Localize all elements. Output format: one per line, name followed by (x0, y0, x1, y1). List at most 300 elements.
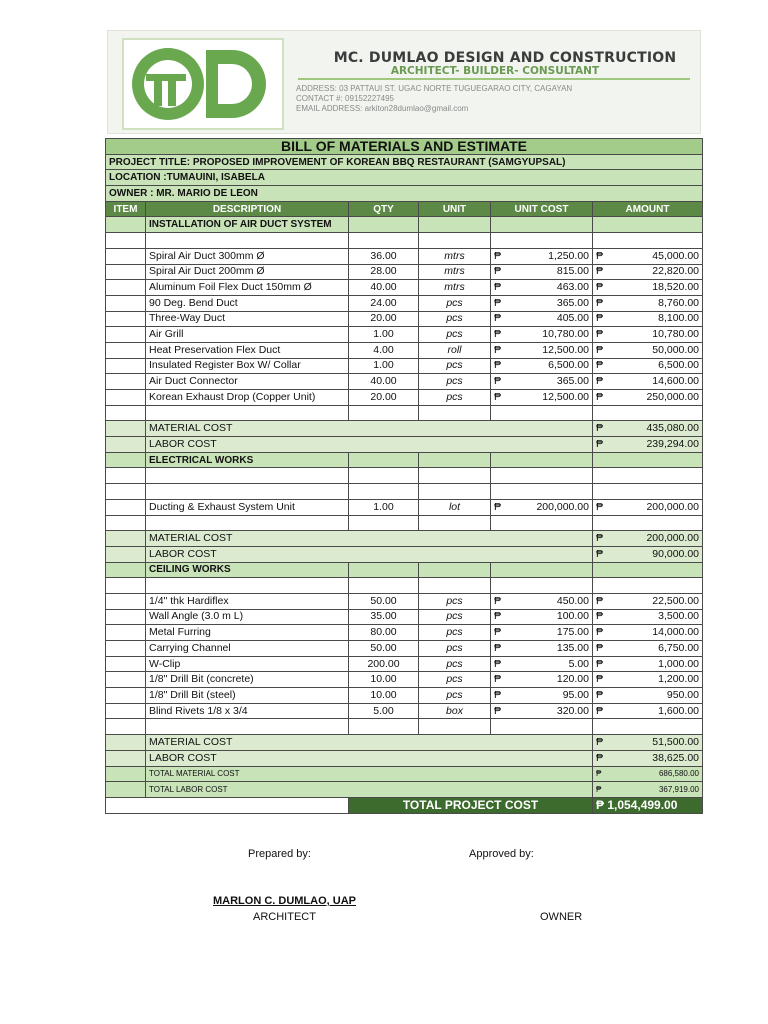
item-cell (106, 593, 146, 609)
item-unit-cost (491, 327, 593, 343)
item-amount (593, 374, 703, 390)
table-row (106, 280, 703, 296)
peso-sign: ₱ (596, 785, 602, 795)
item-unit-cost-value: 12,500.00 (542, 343, 589, 356)
item-cell (106, 421, 146, 437)
table-row (106, 672, 703, 688)
blank-row (106, 719, 703, 735)
blank-cell (106, 515, 146, 531)
item-cell (106, 766, 146, 782)
material-cost-label: MATERIAL COST (146, 421, 593, 437)
section-row (106, 217, 703, 233)
peso-sign: ₱ (494, 249, 502, 262)
blank-cell (106, 797, 349, 813)
item-unit: pcs (419, 311, 491, 327)
item-cell (106, 280, 146, 296)
col-description: DESCRIPTION (146, 201, 349, 217)
item-unit-cost-value: 10,780.00 (542, 328, 589, 341)
peso-sign: ₱ (596, 704, 604, 717)
item-amount (593, 593, 703, 609)
table-row (106, 264, 703, 280)
total-labor-row (106, 782, 703, 798)
section-title: ELECTRICAL WORKS (146, 452, 349, 468)
table-row (106, 311, 703, 327)
blank-cell (419, 405, 491, 421)
item-amount-value: 45,000.00 (652, 249, 699, 262)
item-unit: pcs (419, 672, 491, 688)
total-material-value: 686,580.00 (658, 769, 699, 779)
peso-sign: ₱ (596, 390, 604, 403)
item-amount-value: 14,000.00 (652, 626, 699, 639)
blank-cell (349, 578, 419, 594)
peso-sign: ₱ (596, 437, 604, 450)
company-logo (122, 38, 284, 130)
peso-sign: ₱ (596, 735, 604, 748)
blank-cell (106, 233, 146, 249)
peso-sign: ₱ (494, 641, 502, 654)
item-unit-cost-value: 200,000.00 (536, 500, 589, 513)
item-unit-cost-value: 95.00 (562, 688, 589, 701)
blank-cell (349, 719, 419, 735)
material-cost-value: 435,080.00 (646, 422, 699, 435)
blank-cell (349, 468, 419, 484)
section-cell (593, 562, 703, 578)
total-material (593, 766, 703, 782)
item-cell (106, 688, 146, 704)
peso-sign: ₱ (596, 312, 604, 325)
peso-sign: ₱ (494, 626, 502, 639)
table-row (106, 609, 703, 625)
blank-cell (419, 578, 491, 594)
company-contact: CONTACT #: 09152227495 (296, 94, 394, 103)
item-qty: 40.00 (349, 374, 419, 390)
item-amount (593, 609, 703, 625)
item-cell (106, 641, 146, 657)
blank-cell (491, 515, 593, 531)
location-row (106, 170, 703, 186)
section-cell (349, 452, 419, 468)
item-unit: pcs (419, 358, 491, 374)
peso-sign: ₱ (596, 500, 604, 513)
item-qty: 5.00 (349, 703, 419, 719)
table-row (106, 390, 703, 406)
project-owner: OWNER : MR. MARIO DE LEON (106, 186, 703, 202)
section-row (106, 452, 703, 468)
blank-cell (593, 468, 703, 484)
item-description: W-Clip (146, 656, 349, 672)
blank-cell (146, 719, 349, 735)
item-description: Wall Angle (3.0 m L) (146, 609, 349, 625)
blank-cell (106, 405, 146, 421)
total-project-cost: ₱ 1,054,499.00 (593, 797, 703, 813)
section-item-cell (106, 452, 146, 468)
item-cell (106, 531, 146, 547)
item-cell (106, 437, 146, 453)
item-description: Metal Furring (146, 625, 349, 641)
blank-cell (419, 468, 491, 484)
peso-sign: ₱ (596, 626, 604, 639)
peso-sign: ₱ (596, 769, 602, 779)
total-project-row (106, 797, 703, 813)
blank-cell (146, 515, 349, 531)
item-description: Three-Way Duct (146, 311, 349, 327)
item-unit: pcs (419, 374, 491, 390)
prepared-by-label: Prepared by: (248, 848, 311, 860)
material-cost-row (106, 735, 703, 751)
blank-cell (146, 233, 349, 249)
section-cell (419, 452, 491, 468)
labor-cost (593, 546, 703, 562)
peso-sign: ₱ (494, 281, 502, 294)
item-amount (593, 672, 703, 688)
item-amount-value: 8,760.00 (658, 296, 699, 309)
signatory-role: ARCHITECT (253, 911, 316, 923)
peso-sign: ₱ (596, 281, 604, 294)
item-unit: mtrs (419, 248, 491, 264)
item-description: 1/4" thk Hardiflex (146, 593, 349, 609)
item-qty: 20.00 (349, 390, 419, 406)
blank-cell (593, 719, 703, 735)
item-unit-cost-value: 175.00 (556, 626, 589, 639)
item-unit-cost-value: 365.00 (556, 296, 589, 309)
blank-cell (349, 405, 419, 421)
blank-cell (106, 719, 146, 735)
item-amount (593, 656, 703, 672)
table-row (106, 641, 703, 657)
item-amount (593, 390, 703, 406)
peso-sign: ₱ (596, 673, 604, 686)
table-row (106, 342, 703, 358)
section-item-cell (106, 562, 146, 578)
item-cell (106, 358, 146, 374)
col-amount: AMOUNT (593, 201, 703, 217)
item-description: Air Grill (146, 327, 349, 343)
peso-sign: ₱ (596, 296, 604, 309)
material-cost (593, 531, 703, 547)
item-amount-value: 3,500.00 (658, 610, 699, 623)
section-cell (491, 217, 593, 233)
item-amount (593, 295, 703, 311)
item-unit-cost-value: 100.00 (556, 610, 589, 623)
item-amount (593, 499, 703, 515)
blank-cell (593, 484, 703, 500)
table-row (106, 295, 703, 311)
item-unit: pcs (419, 625, 491, 641)
item-cell (106, 750, 146, 766)
item-unit-cost-value: 1,250.00 (548, 249, 589, 262)
item-unit-cost (491, 641, 593, 657)
item-unit-cost-value: 5.00 (568, 657, 589, 670)
owner-row (106, 186, 703, 202)
item-unit: pcs (419, 327, 491, 343)
item-unit-cost (491, 295, 593, 311)
item-unit: pcs (419, 609, 491, 625)
item-description: Heat Preservation Flex Duct (146, 342, 349, 358)
blank-cell (593, 515, 703, 531)
item-unit: pcs (419, 593, 491, 609)
blank-cell (491, 405, 593, 421)
item-description: 1/8" Drill Bit (concrete) (146, 672, 349, 688)
blank-cell (593, 405, 703, 421)
item-qty: 36.00 (349, 248, 419, 264)
peso-sign: ₱ (494, 375, 502, 388)
item-amount-value: 950.00 (666, 688, 699, 701)
item-unit-cost (491, 264, 593, 280)
peso-sign: ₱ (494, 312, 502, 325)
item-unit: pcs (419, 641, 491, 657)
blank-cell (419, 515, 491, 531)
item-unit-cost-value: 320.00 (556, 704, 589, 717)
table-row (106, 248, 703, 264)
bill-of-materials-table (105, 138, 703, 814)
item-cell (106, 311, 146, 327)
blank-cell (146, 578, 349, 594)
table-row (106, 703, 703, 719)
item-qty: 10.00 (349, 672, 419, 688)
peso-sign: ₱ (596, 657, 604, 670)
item-unit-cost-value: 450.00 (556, 594, 589, 607)
total-labor (593, 782, 703, 798)
item-unit-cost (491, 672, 593, 688)
peso-sign: ₱ (596, 265, 604, 278)
peso-sign: ₱ (494, 673, 502, 686)
item-qty: 28.00 (349, 264, 419, 280)
item-description: Carrying Channel (146, 641, 349, 657)
section-cell (593, 452, 703, 468)
blank-cell (106, 578, 146, 594)
company-name: MC. DUMLAO DESIGN AND CONSTRUCTION (333, 50, 677, 66)
blank-cell (349, 515, 419, 531)
item-amount (593, 641, 703, 657)
peso-sign: ₱ (596, 375, 604, 388)
item-cell (106, 625, 146, 641)
table-row (106, 656, 703, 672)
item-unit-cost (491, 609, 593, 625)
item-amount (593, 248, 703, 264)
item-unit: mtrs (419, 264, 491, 280)
col-qty: QTY (349, 201, 419, 217)
item-amount-value: 1,200.00 (658, 673, 699, 686)
item-qty: 1.00 (349, 358, 419, 374)
item-amount (593, 688, 703, 704)
item-unit-cost-value: 815.00 (556, 265, 589, 278)
material-cost-value: 51,500.00 (652, 735, 699, 748)
peso-sign: ₱ (596, 359, 604, 372)
item-cell (106, 390, 146, 406)
item-amount-value: 6,500.00 (658, 359, 699, 372)
item-unit-cost (491, 688, 593, 704)
company-address: ADDRESS: 03 PATTAUI ST. UGAC NORTE TUGUEGARAO CITY, CAGAYAN (296, 84, 573, 93)
item-cell (106, 782, 146, 798)
labor-cost-row (106, 750, 703, 766)
section-cell (419, 217, 491, 233)
peso-sign: ₱ (596, 688, 604, 701)
blank-cell (146, 405, 349, 421)
item-unit-cost-value: 12,500.00 (542, 390, 589, 403)
peso-sign: ₱ (494, 688, 502, 701)
item-cell (106, 295, 146, 311)
item-unit-cost (491, 703, 593, 719)
item-unit-cost-value: 365.00 (556, 375, 589, 388)
approved-by-label: Approved by: (469, 848, 534, 860)
item-description: Blind Rivets 1/8 x 3/4 (146, 703, 349, 719)
item-unit: pcs (419, 688, 491, 704)
blank-cell (491, 484, 593, 500)
labor-cost-value: 239,294.00 (646, 437, 699, 450)
item-amount (593, 703, 703, 719)
peso-sign: ₱ (494, 265, 502, 278)
section-item-cell (106, 217, 146, 233)
peso-sign: ₱ (596, 751, 604, 764)
item-amount-value: 22,820.00 (652, 265, 699, 278)
item-amount (593, 280, 703, 296)
total-material-row (106, 766, 703, 782)
peso-sign: ₱ (596, 422, 604, 435)
item-amount-value: 18,520.00 (652, 281, 699, 294)
item-cell (106, 248, 146, 264)
item-cell (106, 672, 146, 688)
section-title: CEILING WORKS (146, 562, 349, 578)
item-cell (106, 735, 146, 751)
item-cell (106, 609, 146, 625)
labor-cost-value: 38,625.00 (652, 751, 699, 764)
material-cost (593, 421, 703, 437)
total-labor-label: TOTAL LABOR COST (146, 782, 593, 798)
item-amount-value: 6,750.00 (658, 641, 699, 654)
item-cell (106, 546, 146, 562)
peso-sign: ₱ (494, 328, 502, 341)
material-cost-row (106, 421, 703, 437)
item-description: Spiral Air Duct 200mm Ø (146, 264, 349, 280)
item-description: 1/8" Drill Bit (steel) (146, 688, 349, 704)
item-unit: box (419, 703, 491, 719)
peso-sign: ₱ (494, 610, 502, 623)
item-unit-cost (491, 593, 593, 609)
item-qty: 35.00 (349, 609, 419, 625)
document-title: BILL OF MATERIALS AND ESTIMATE (106, 139, 703, 155)
item-amount (593, 311, 703, 327)
section-cell (349, 562, 419, 578)
blank-row (106, 468, 703, 484)
item-cell (106, 374, 146, 390)
blank-cell (491, 233, 593, 249)
blank-cell (419, 233, 491, 249)
peso-sign: ₱ (596, 641, 604, 654)
blank-cell (419, 484, 491, 500)
labor-cost (593, 750, 703, 766)
section-cell (491, 562, 593, 578)
table-row (106, 625, 703, 641)
item-unit-cost-value: 463.00 (556, 281, 589, 294)
peso-sign: ₱ (596, 328, 604, 341)
item-cell (106, 703, 146, 719)
item-amount (593, 264, 703, 280)
company-email: EMAIL ADDRESS: arkiton28dumlao@gmail.com (296, 104, 469, 113)
section-title: INSTALLATION OF AIR DUCT SYSTEM (146, 217, 349, 233)
item-unit-cost-value: 6,500.00 (548, 359, 589, 372)
labor-cost-label: LABOR COST (146, 546, 593, 562)
material-cost (593, 735, 703, 751)
peso-sign: ₱ (494, 343, 502, 356)
blank-cell (106, 484, 146, 500)
company-tagline: ARCHITECT- BUILDER- CONSULTANT (390, 65, 600, 77)
material-cost-label: MATERIAL COST (146, 735, 593, 751)
document-title-row (106, 139, 703, 155)
header-rule (298, 78, 690, 80)
peso-sign: ₱ (494, 704, 502, 717)
total-material-label: TOTAL MATERIAL COST (146, 766, 593, 782)
blank-cell (146, 468, 349, 484)
item-qty: 40.00 (349, 280, 419, 296)
item-unit: roll (419, 342, 491, 358)
item-qty: 50.00 (349, 641, 419, 657)
material-cost-value: 200,000.00 (646, 532, 699, 545)
item-amount-value: 250,000.00 (646, 390, 699, 403)
table-row (106, 499, 703, 515)
item-unit-cost (491, 656, 593, 672)
item-cell (106, 499, 146, 515)
table-row (106, 327, 703, 343)
blank-cell (419, 719, 491, 735)
blank-cell (349, 233, 419, 249)
item-amount-value: 8,100.00 (658, 312, 699, 325)
peso-sign: ₱ (494, 657, 502, 670)
item-amount-value: 22,500.00 (652, 594, 699, 607)
project-row (106, 154, 703, 170)
section-cell (349, 217, 419, 233)
item-amount (593, 342, 703, 358)
item-amount (593, 358, 703, 374)
item-amount (593, 625, 703, 641)
item-unit-cost (491, 499, 593, 515)
blank-cell (146, 484, 349, 500)
blank-row (106, 484, 703, 500)
item-qty: 1.00 (349, 327, 419, 343)
signatory-name: MARLON C. DUMLAO, UAP (213, 895, 356, 907)
item-unit-cost (491, 280, 593, 296)
item-unit-cost (491, 342, 593, 358)
item-unit: lot (419, 499, 491, 515)
blank-cell (491, 578, 593, 594)
section-row (106, 562, 703, 578)
item-amount-value: 200,000.00 (646, 500, 699, 513)
item-qty: 80.00 (349, 625, 419, 641)
peso-sign: ₱ (494, 500, 502, 513)
item-qty: 4.00 (349, 342, 419, 358)
peso-sign: ₱ (596, 343, 604, 356)
item-qty: 10.00 (349, 688, 419, 704)
blank-row (106, 233, 703, 249)
item-cell (106, 342, 146, 358)
labor-cost-label: LABOR COST (146, 750, 593, 766)
item-unit: pcs (419, 295, 491, 311)
section-cell (593, 217, 703, 233)
item-qty: 50.00 (349, 593, 419, 609)
peso-sign: ₱ (596, 532, 604, 545)
item-amount-value: 50,000.00 (652, 343, 699, 356)
blank-cell (491, 719, 593, 735)
peso-sign: ₱ (494, 296, 502, 309)
blank-row (106, 515, 703, 531)
project-location: LOCATION :TUMAUINI, ISABELA (106, 170, 703, 186)
item-cell (106, 327, 146, 343)
table-row (106, 374, 703, 390)
table-row (106, 593, 703, 609)
peso-sign: ₱ (596, 594, 604, 607)
item-amount-value: 10,780.00 (652, 328, 699, 341)
labor-cost-value: 90,000.00 (652, 547, 699, 560)
item-description: Ducting & Exhaust System Unit (146, 499, 349, 515)
